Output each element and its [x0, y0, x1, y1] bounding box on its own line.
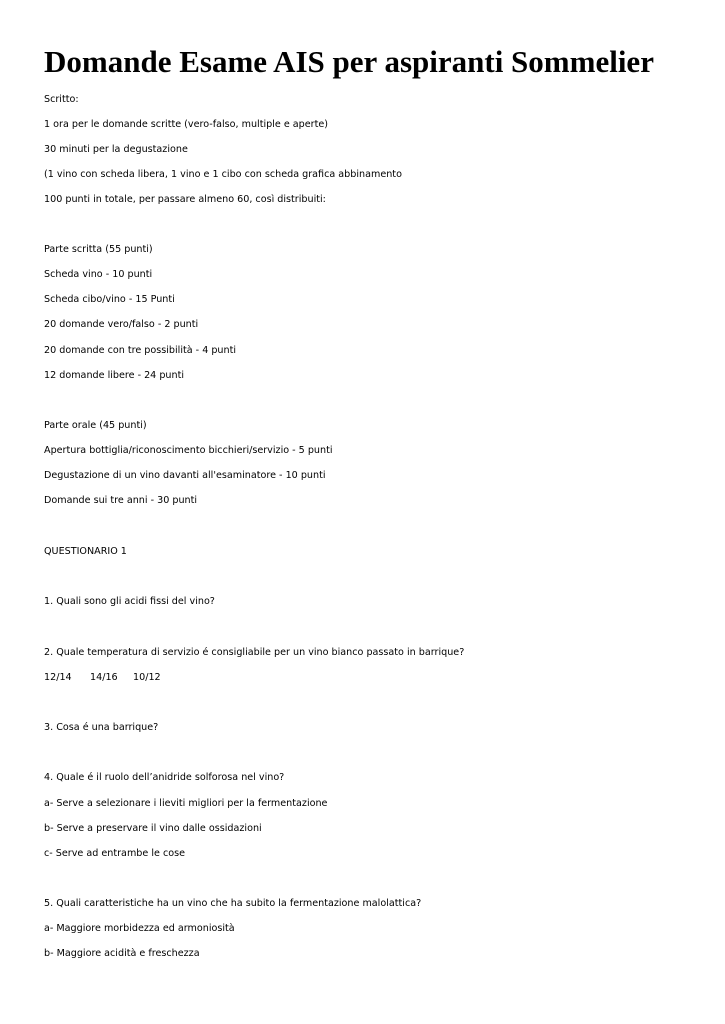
minuti-line: 30 minuti per la degustazione: [44, 144, 188, 155]
question-4-option: a- Serve a selezionare i lieviti migliori per la fermentazione: [44, 798, 328, 809]
question-1: 1. Quali sono gli acidi fissi del vino?: [44, 596, 215, 607]
question-2-options: [44, 671, 161, 685]
question-5: 5. Quali caratteristiche ha un vino che ha subito la fermentazione malolattica?: [44, 898, 422, 909]
page-title: Domande Esame AIS per aspiranti Sommelier: [44, 44, 654, 79]
parte-scritta-item: Scheda vino - 10 punti: [44, 269, 153, 280]
parte-scritta-item: 20 domande con tre possibilità - 4 punti: [44, 345, 237, 356]
question-3: 3. Cosa é una barrique?: [44, 722, 159, 733]
questionario-heading: QUESTIONARIO 1: [44, 546, 127, 557]
temp-option: 10/12: [133, 672, 161, 683]
punti-totali-line: 100 punti in totale, per passare almeno 60, così distribuiti:: [44, 194, 326, 205]
parte-scritta-item: Scheda cibo/vino - 15 Punti: [44, 294, 175, 305]
question-5-option: b- Maggiore acidità e freschezza: [44, 948, 200, 959]
scritto-label: Scritto:: [44, 94, 79, 105]
question-4-option: c- Serve ad entrambe le cose: [44, 848, 185, 859]
parte-scritta-heading: Parte scritta (55 punti): [44, 244, 153, 255]
vino-cibo-line: (1 vino con scheda libera, 1 vino e 1 cibo con scheda grafica abbinamento: [44, 169, 402, 180]
parte-orale-heading: Parte orale (45 punti): [44, 420, 147, 431]
temp-option: 14/16: [90, 672, 118, 683]
question-5-option: a- Maggiore morbidezza ed armoniosità: [44, 923, 235, 934]
parte-scritta-item: 20 domande vero/falso - 2 punti: [44, 319, 199, 330]
question-2: 2. Quale temperatura di servizio é consigliabile per un vino bianco passato in barrique?: [44, 647, 465, 658]
parte-scritta-item: 12 domande libere - 24 punti: [44, 370, 185, 381]
question-4: 4. Quale é il ruolo dell’anidride solforosa nel vino?: [44, 772, 285, 783]
parte-orale-item: Apertura bottiglia/riconoscimento bicchieri/servizio - 5 punti: [44, 445, 333, 456]
ora-line: 1 ora per le domande scritte (vero-falso, multiple e aperte): [44, 119, 329, 130]
parte-orale-item: Domande sui tre anni - 30 punti: [44, 495, 198, 506]
parte-orale-item: Degustazione di un vino davanti all'esaminatore - 10 punti: [44, 470, 326, 481]
question-4-option: b- Serve a preservare il vino dalle ossidazioni: [44, 823, 262, 834]
temp-option: 12/14: [44, 672, 72, 683]
